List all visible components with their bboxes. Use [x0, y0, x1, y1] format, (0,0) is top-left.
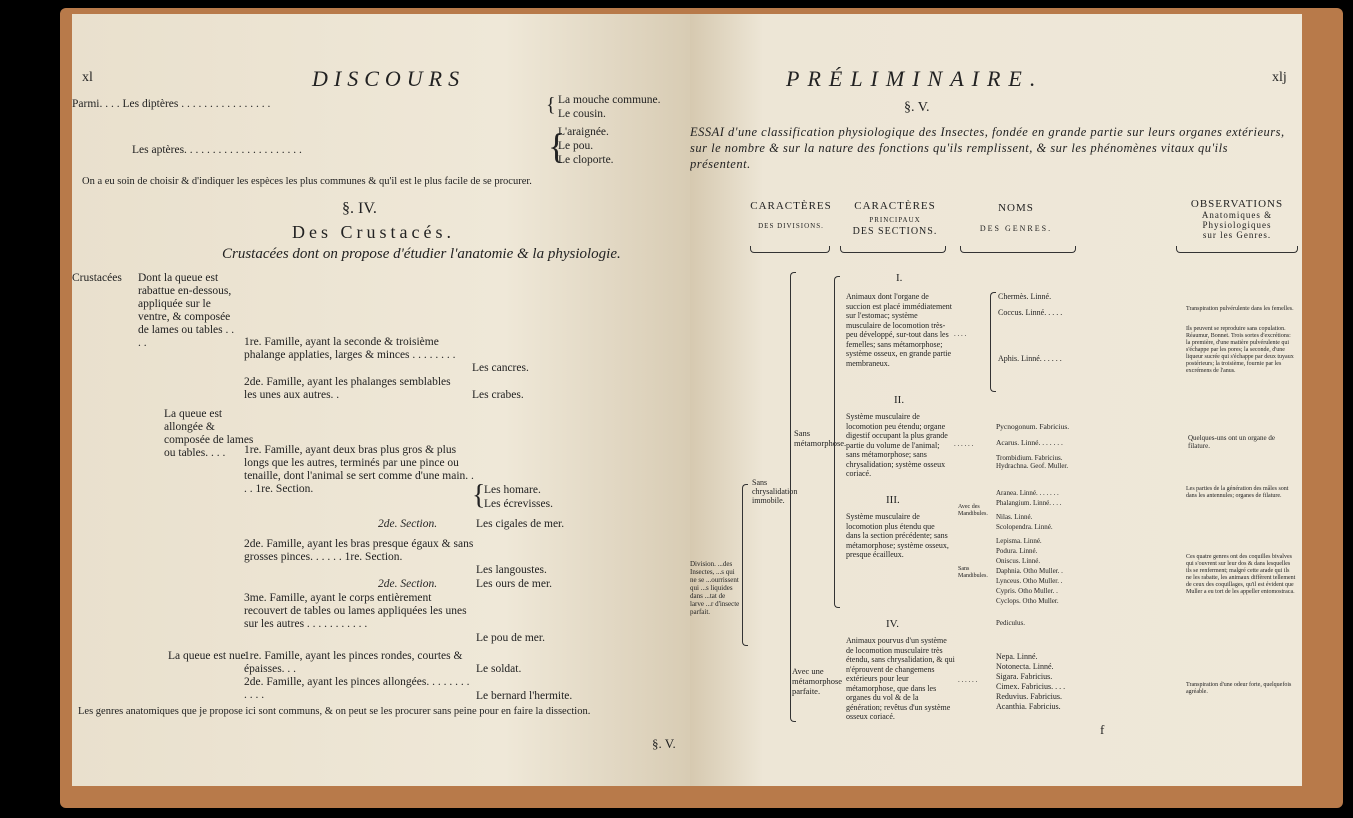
catchword: §. V.	[652, 736, 676, 751]
genre: Scolopendra. Linné.	[996, 523, 1053, 531]
diptera-item: Le cousin.	[558, 108, 606, 120]
section-4-text: Animaux pourvus d'un système de locomotion musculaire très étendu, sans chrysalidation, & qui n'éprouvent de changemens extérieurs pour leur métamorphose, que dans les organes du vol & de la génération; revêtus d'un système osseux coriacé.	[846, 636, 955, 721]
observation: Transpiration pulvérulente dans les femelles.	[1186, 306, 1294, 312]
family-1: 1re. Famille, ayant la seconde & troisième phalange applaties, larges & minces . . . . . . . .	[244, 336, 456, 361]
genre: Cypris. Otho Muller. .	[996, 587, 1058, 595]
observation: Ces quatre genres ont des coquilles bivalves qui s'ouvrent sur leur dos & dans lesquelles ils se renferment; malgré cette arade qui ils ne les rabatte, les animaux diffèrent tellement de ceux des coquillages, qu'il est évident que Muller a eu tort de les appeller entomostraca.	[1186, 554, 1296, 595]
result: Le pou de mer.	[476, 632, 545, 644]
sans-metamorphose: Sans métamorphose.	[794, 428, 847, 448]
aptera-item: Le pou.	[558, 140, 594, 152]
result: Le soldat.	[476, 663, 522, 675]
block-2: La queue est allongée & composée de lames ou tables. . . .	[164, 408, 254, 459]
result: Les ours de mer.	[476, 578, 553, 590]
col-header-sections: CARACTÈRES PRINCIPAUX DES SECTIONS.	[852, 200, 938, 237]
genre-list-a	[996, 488, 1062, 566]
family-2b: 2de. Famille, ayant les bras presque égaux & sans grosses pinces. . . . . . 1re. Section.	[244, 538, 474, 563]
page-number: xl	[82, 70, 93, 85]
section-subtitle: Crustacées dont on propose d'étudier l'anatomie & la physiologie.	[222, 246, 621, 262]
genre: Trombidium. Fabricius.	[996, 454, 1063, 462]
genre: Notonecta. Linné.	[996, 662, 1054, 671]
section-2b: 2de. Section.	[378, 578, 438, 590]
genre: Aphis. Linné. . . . . .	[998, 354, 1062, 363]
header-brace	[960, 246, 1076, 253]
block-3: La queue est nue.	[168, 650, 249, 662]
family-1b: 1re. Famille, ayant deux bras plus gros & plus longs que les autres, terminés par une pince ou tenaille, dont l'animal se sert comme d'une main. . . . 1re. Section.	[244, 444, 474, 495]
genre-list-b	[996, 566, 1063, 628]
col-header-divisions: CARACTÈRES DES DIVISIONS.	[750, 200, 832, 230]
observation: Quelques-uns ont un organe de filature.	[1188, 434, 1275, 450]
aptera-item: L'araignée.	[558, 126, 609, 138]
genre: Acanthia. Fabricius.	[996, 702, 1061, 711]
genre: Oniscus. Linné.	[996, 557, 1041, 565]
genre: Daphnia. Otho Muller. .	[996, 567, 1063, 575]
genre: Sigara. Fabricius.	[996, 672, 1053, 681]
header-brace	[750, 246, 830, 253]
result: Les crabes.	[472, 389, 524, 401]
running-head: PRÉLIMINAIRE.	[786, 66, 1044, 91]
note: On a eu soin de choisir & d'indiquer les espèces les plus communes & qu'il est le plus facile de se procurer.	[82, 176, 532, 187]
section-number: I.	[896, 272, 903, 284]
section-3-text: Système musculaire de locomotion plus étendu que dans la section précédente; sans métamorphose; système osseux, presque écailleux.	[846, 512, 949, 559]
section-number: III.	[886, 494, 900, 506]
genre: Pediculus.	[996, 619, 1025, 627]
genre: Aranea. Linné. . . . . . .	[996, 489, 1059, 497]
brace: {	[546, 94, 556, 116]
genre: Lepisma. Linné.	[996, 537, 1042, 545]
left-page	[72, 14, 690, 786]
section-mark: §. IV.	[342, 200, 377, 217]
brace: {	[472, 480, 486, 511]
sub-brace	[834, 276, 840, 608]
sans-chrysalide: Sans chrysalidation immobile.	[752, 478, 798, 505]
page-number: xlj	[1272, 70, 1287, 85]
genre-brace	[990, 292, 996, 392]
genre: Nilas. Linné.	[996, 513, 1033, 521]
running-head: DISCOURS	[312, 66, 466, 91]
header-brace	[1176, 246, 1298, 253]
footer-note: Les genres anatomiques que je propose ici sont communs, & on peut se les procurer sans peine pour en faire la dissection.	[78, 706, 591, 717]
aptera-item: Le cloporte.	[558, 154, 614, 166]
result: Les cancres.	[472, 362, 529, 374]
genre: Reduvius. Fabricius.	[996, 692, 1062, 701]
result: Les cigales de mer.	[476, 518, 565, 530]
avec-metamorphose: Avec une métamorphose parfaite.	[792, 666, 843, 696]
header-brace	[840, 246, 946, 253]
division-label: Division. ...des Insectes, ...s qui ne se ...ourrissent qui ...s liquides dans ...tat de larve ...r d'insecte parfait.	[690, 560, 740, 616]
genre-list-iv	[996, 652, 1065, 712]
family-3: 3me. Famille, ayant le corps entièrement recouvert de tables ou lames appliquées les unes sur les autres . . . . . . . . . . .	[244, 592, 467, 630]
genre: Chermès. Linné.	[998, 292, 1052, 301]
section-mark: §. V.	[904, 100, 930, 115]
genre: Nepa. Linné.	[996, 652, 1038, 661]
diptera-label: Parmi. . . . Les diptères . . . . . . . . . . . . . . . .	[72, 98, 271, 110]
genre: Pycnogonum. Fabricius.	[996, 422, 1070, 431]
right-page	[690, 14, 1302, 786]
avec-mandibules: Avec des Mandibules.	[958, 504, 988, 517]
essay-title: ESSAI d'une classification physiologique des Insectes, fondée en grande partie sur leurs organes extérieurs, sur le nombre & sur la nature des fonctions qu'ils remplissent, & sur les phénomènes vitaux qu'ils présentent.	[690, 125, 1285, 171]
genre: Cyclops. Otho Muller.	[996, 597, 1059, 605]
section-number: IV.	[886, 618, 899, 630]
genre: Phalangium. Linné. . . .	[996, 499, 1062, 507]
section-number: II.	[894, 394, 905, 406]
section-2: 2de. Section.	[378, 518, 438, 530]
observation: Transpiration d'une odeur forte, quelquefois agréable.	[1186, 682, 1292, 695]
result: Le bernard l'hermite.	[476, 690, 573, 702]
genre: Cimex. Fabricius. . . .	[996, 682, 1066, 691]
observation: Les parties de la génération des mâles sont dans les antennules; organes de filature.	[1186, 486, 1289, 499]
result: Les écrevisses.	[484, 498, 553, 510]
genre: Coccus. Linné. . . . .	[998, 308, 1063, 317]
col-header-genres: NOMS DES GENRES.	[979, 202, 1053, 233]
result: Les homare.	[484, 484, 541, 496]
diptera-item: La mouche commune.	[558, 94, 661, 106]
leader: . . . . . .	[954, 440, 974, 448]
genre: Acarus. Linné. . . . . . .	[996, 438, 1063, 447]
col-header-observations: OBSERVATIONS Anatomiques & Physiologiques sur les Genres.	[1190, 198, 1284, 240]
aptera-label: Les aptères. . . . . . . . . . . . . . . . . . . . .	[132, 144, 302, 156]
result: Les langoustes.	[476, 564, 547, 576]
family-2: 2de. Famille, ayant les phalanges semblables les unes aux autres. .	[244, 376, 451, 401]
section-1-text: Animaux dont l'organe de succion est placé immédiatement sur l'estomac; système musculaire de locomotion très-peu développé, sur-tout dans les femelles; sans métamorphose; système osseux, en grande partie membraneux.	[846, 292, 952, 368]
block-1: Dont la queue est rabattue en-dessous, appliquée sur le ventre, & composée de lames ou tables . . . .	[138, 272, 235, 349]
main-brace	[790, 272, 796, 722]
leader: . . . .	[954, 330, 967, 338]
genre: Hydrachna. Geof. Muller.	[996, 462, 1069, 470]
family-1c: 1re. Famille, ayant les pinces rondes, courtes & épaisses. . .	[244, 650, 463, 675]
brace: {	[548, 126, 566, 166]
leader: . . . . . .	[958, 676, 978, 684]
genre: Lynceus. Otho Muller. .	[996, 577, 1063, 585]
signature-mark: f	[1100, 722, 1105, 737]
family-2c: 2de. Famille, ayant les pinces allongées. . . . . . . . . . . .	[244, 676, 470, 701]
crustaces-label: Crustacées	[72, 272, 122, 284]
sans-mandibules: Sans Mandibules.	[958, 566, 988, 579]
section-title: Des Crustacés.	[292, 222, 455, 242]
observation: Ils peuvent se reproduire sans copulation. Réaumur, Bonnet. Trois sortes d'excrétions: la première, d'une matière pulvérulente qui s'échappe par les pores; la seconde, d'une liqueur sucrée qui s'échappe par deux tuyaux postérieurs; la troisième, fournie par les excrémens de l'anus.	[1186, 326, 1294, 374]
genre: Podura. Linné.	[996, 547, 1038, 555]
section-2-text: Système musculaire de locomotion peu étendu; organe digestif occupant la plus grande partie du volume de l'animal; sans métamorphose; sans chrysalidation; système osseux coriacé.	[846, 412, 948, 478]
division-brace	[742, 484, 748, 646]
